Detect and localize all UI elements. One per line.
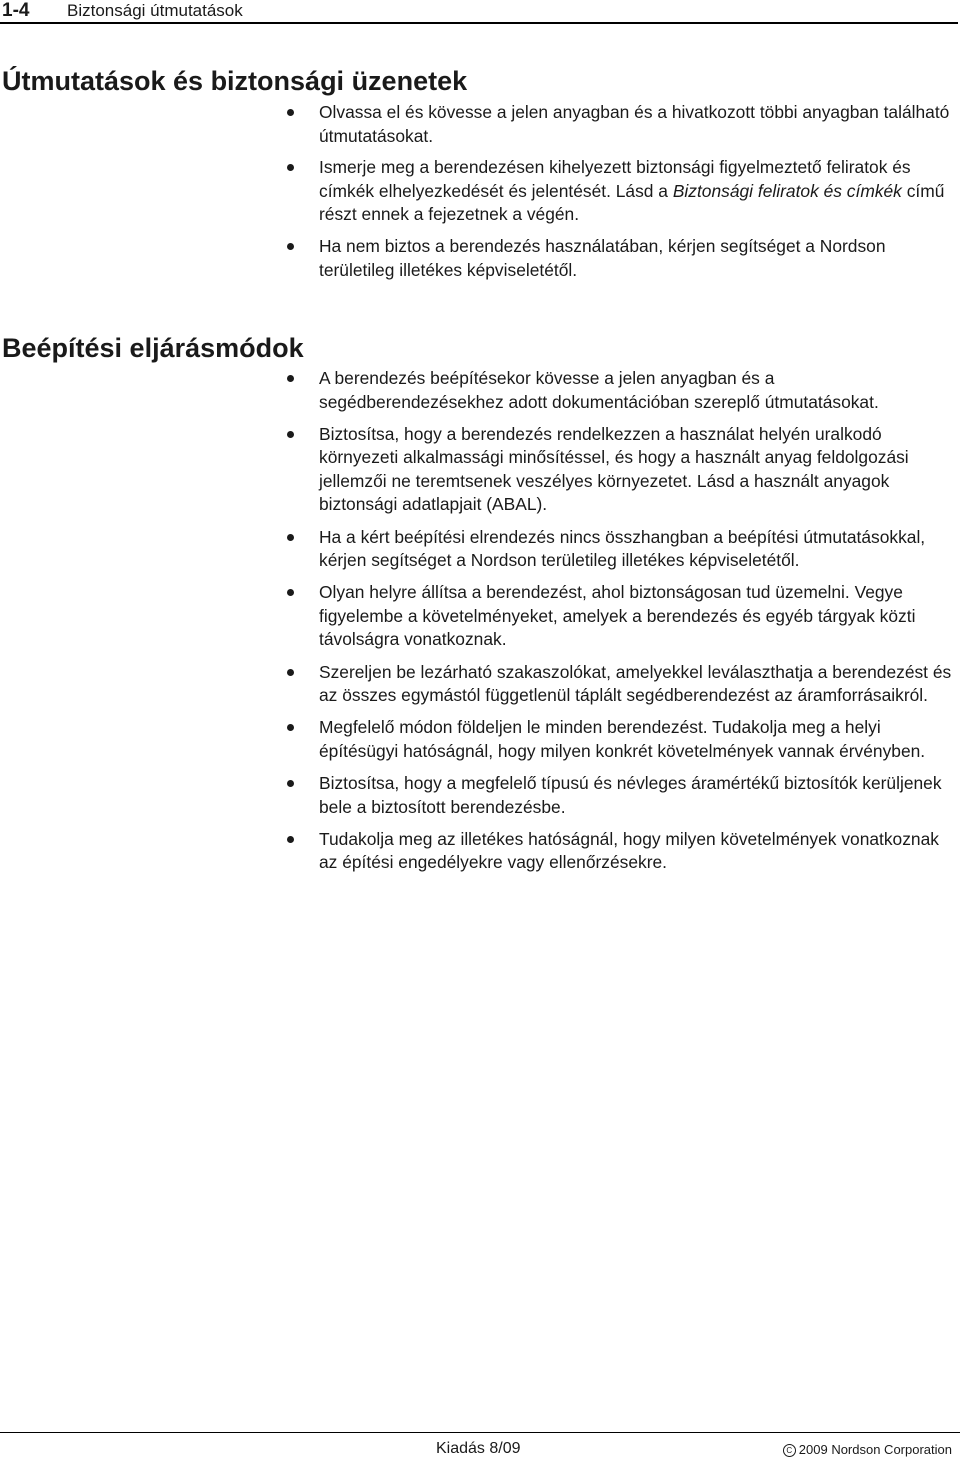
- bullet-icon: [287, 669, 294, 676]
- bullet-icon: [287, 836, 294, 843]
- list-item-text: Olvassa el és kövesse a jelen anyagban és a hivatkozott többi anyagban található útmutatásokat.: [319, 102, 950, 146]
- list-item-text: Ismerje meg a berendezésen kihelyezett biztonsági figyelmeztető feliratok és címkék elhelyezkedését és jelentését. Lásd a: [319, 157, 911, 201]
- page-number: 1-4: [2, 0, 30, 21]
- list-item: [286, 235, 958, 282]
- bullet-icon: [287, 431, 294, 438]
- bullet-icon: [287, 164, 294, 171]
- instructions-list: [286, 101, 958, 290]
- section-title-installation: Beépítési eljárásmódok: [2, 333, 304, 363]
- list-item: [286, 156, 958, 227]
- footer-rule: [0, 1432, 960, 1433]
- running-title: Biztonsági útmutatások: [67, 1, 243, 20]
- list-item: [286, 367, 958, 414]
- list-item: [286, 423, 958, 517]
- list-item-text: Biztosítsa, hogy a megfelelő típusú és névleges áramértékű biztosítók kerüljenek bele a biztosított berendezésbe.: [319, 772, 942, 817]
- list-item-text: Szereljen be lezárható szakaszolókat, amelyekkel leválaszthatja a berendezést és az összes egymástól függetlenül táplált segédberendezést az áramforrásaikról.: [319, 661, 952, 706]
- installation-list: [286, 367, 958, 883]
- bullet-icon: [287, 534, 294, 541]
- bullet-icon: [287, 724, 294, 731]
- list-item-text: Tudakolja meg az illetékes hatóságnál, hogy milyen követelmények vonatkoznak az építési engedélyekre vagy ellenőrzésekre.: [319, 828, 939, 873]
- list-item-text: Ha a kért beépítési elrendezés nincs összhangban a beépítési útmutatásokkal, kérjen segítséget a Nordson területileg illetékes képviseletétől.: [319, 526, 926, 571]
- bullet-icon: [287, 375, 294, 382]
- bullet-icon: [287, 243, 294, 250]
- list-item: [286, 101, 958, 148]
- copyright-icon: C: [783, 1444, 796, 1457]
- document-reference: Biztonsági feliratok és címkék: [672, 180, 902, 201]
- list-item-text: Ha nem biztos a berendezés használatában, kérjen segítséget a Nordson területileg illetékes képviseletétől.: [319, 235, 886, 280]
- bullet-icon: [287, 589, 294, 596]
- list-item: [286, 716, 958, 763]
- list-item-text: A berendezés beépítésekor kövesse a jelen anyagban és a segédberendezésekhez adott dokumentációban szereplő útmutatásokat.: [319, 368, 879, 412]
- list-item-text: című részt ennek a fejezetnek a végén.: [319, 180, 945, 225]
- list-item: [286, 581, 958, 652]
- list-item-text: Biztosítsa, hogy a berendezés rendelkezzen a használat helyén uralkodó környezeti alkalmassági minősítéssel, és hogy a használt anyag feldolgozási jellemzői ne teremtsenek veszélyes környezetet. Lásd a használt anyagok biztonsági adatlapjait (ABAL).: [319, 423, 909, 515]
- list-item: [286, 772, 958, 819]
- copyright-text: 2009 Nordson Corporation: [798, 1442, 952, 1457]
- page-header: [0, 0, 960, 24]
- edition-label: Kiadás 8/09: [436, 1440, 521, 1457]
- bullet-icon: [287, 109, 294, 116]
- header-rule: [0, 22, 958, 24]
- list-item: [286, 526, 958, 573]
- bullet-icon: [287, 780, 294, 787]
- list-item-text: Olyan helyre állítsa a berendezést, ahol biztonságosan tud üzemelni. Vegye figyelembe a követelményeket, amelyek a berendezés és egyéb tárgyak közti távolságra vonatkoznak.: [319, 582, 916, 650]
- copyright: [783, 1441, 952, 1459]
- list-item: [286, 661, 958, 708]
- list-item-text: Megfelelő módon földeljen le minden berendezést. Tudakolja meg a helyi építésügyi hatóságnál, hogy milyen konkrét követelmények vannak érvényben.: [319, 717, 926, 761]
- section-title-instructions: Útmutatások és biztonsági üzenetek: [2, 66, 468, 96]
- list-item: [286, 828, 958, 875]
